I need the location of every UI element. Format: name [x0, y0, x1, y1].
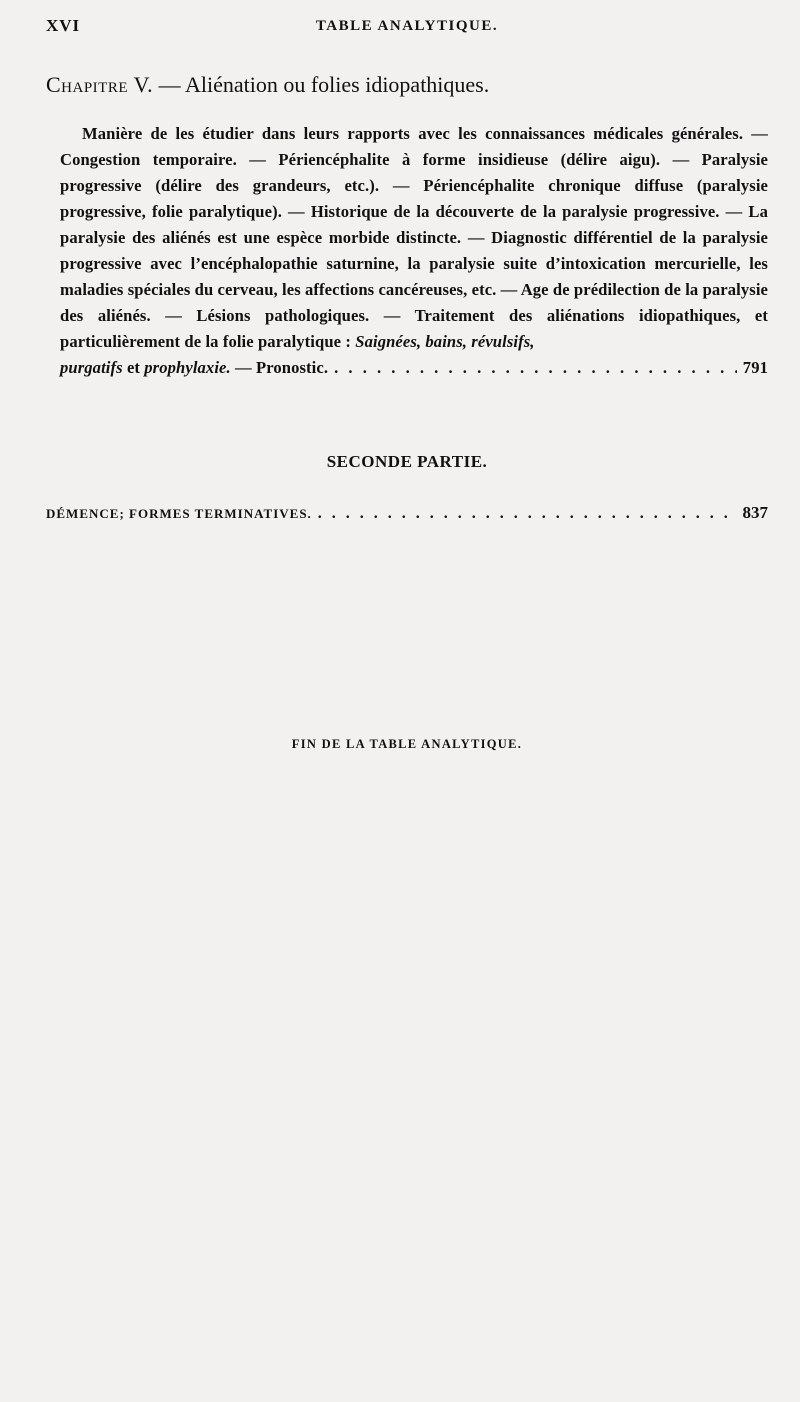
running-head — [46, 16, 768, 40]
toc-entry-title: DÉMENCE; FORMES TERMINATIVES. — [46, 506, 312, 521]
chapter-heading — [46, 72, 768, 98]
toc-entry — [46, 503, 768, 523]
page-number: XVI — [46, 16, 81, 35]
chapter-page: 791 — [742, 358, 768, 377]
toc-entry-page: 837 — [742, 503, 768, 522]
chapter-title: — Aliénation ou folies idiopathiques. — [158, 72, 490, 97]
running-title: TABLE ANALYTIQUE. — [315, 18, 499, 34]
chapter-purgatifs: purgatifs — [60, 358, 123, 377]
chapter-label: Chapitre V. — [46, 72, 154, 97]
end-note: FIN DE LA TABLE ANALYTIQUE. — [291, 737, 523, 751]
chapter-et: et — [126, 358, 141, 377]
chapter-pronostic: — Pronostic. — [235, 358, 329, 377]
chapter-summary-last-line — [60, 355, 768, 381]
chapter-treatments: Saignées, bains, révulsifs, — [355, 332, 535, 351]
chapter-summary-text: Manière de les étudier dans leurs rapports avec les connaissances médicales générales. — Congestion temporaire. — Périencéphalite à forme insidieuse (délire aigu). — Paralysie progressive (délire des grandeurs, etc.). — Périencéphalite chronique diffuse (paralysie progressive, folie paralytique). — Historique de la découverte de la paralysie progressive. — La paralysie des aliénés est une espèce morbide distincte. — Diagnostic différentiel de la paralysie progressive avec l’encéphalopathie saturnine, la paralysie suite d’intoxication mercurielle, les maladies spéciales du cerveau, les affections cancéreuses, etc. — Age de prédilection de la paralysie des aliénés. — Lésions pathologiques. — Traitement des aliénations idiopathiques, et particulièrement de la folie paralytique : — [60, 124, 769, 351]
dot-leaders — [334, 355, 737, 381]
part-heading: SECONDE PARTIE. — [326, 452, 488, 471]
chapter-summary — [60, 121, 768, 381]
chapter-prophylaxie: prophylaxie. — [144, 358, 231, 377]
dot-leaders — [318, 505, 737, 523]
